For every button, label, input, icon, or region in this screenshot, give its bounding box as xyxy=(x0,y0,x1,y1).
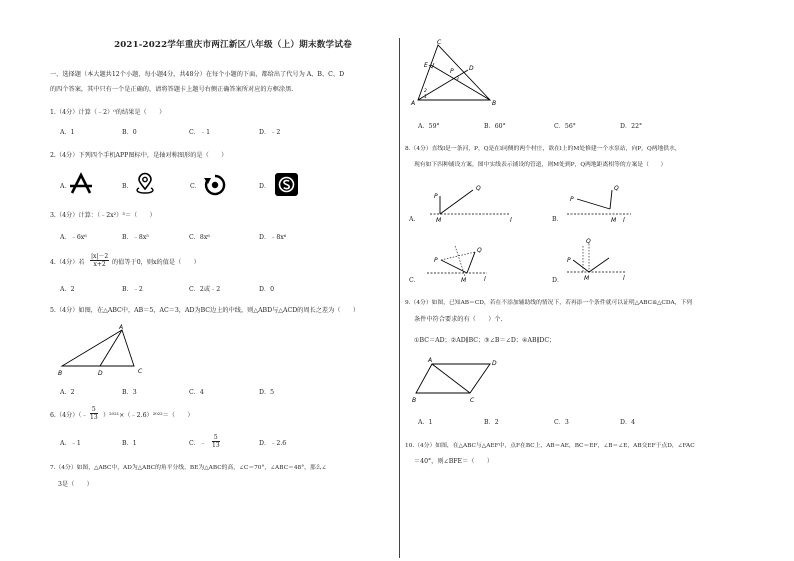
q7-label-b: B xyxy=(492,100,497,107)
q4-option-b[interactable]: B．﹣2 xyxy=(122,286,143,293)
q7-stem-line1: 7.（4分）如图，△ABC中，AD为△ABC的角平分线，BE为△ABC的高，∠C＝70°，∠ABC＝48°，那么∠ xyxy=(50,465,327,471)
q5-option-b[interactable]: B．3 xyxy=(122,389,137,396)
q8-label-d[interactable]: D． xyxy=(552,277,564,284)
q8a-label-q: Q xyxy=(476,185,481,192)
q7-option-b[interactable]: B．60° xyxy=(484,123,506,130)
q7-label-c: C xyxy=(437,39,442,46)
q7-label-angle1: 1 xyxy=(424,95,427,100)
q5-label-b: B xyxy=(58,370,63,377)
q9-label-c: C xyxy=(470,397,475,404)
column-divider xyxy=(399,38,400,558)
q7-triangle-figure xyxy=(410,40,505,110)
q7-label-d: D xyxy=(469,65,474,72)
q8c-label-p: P xyxy=(434,257,438,264)
q2-label-b[interactable]: B． xyxy=(122,183,133,190)
q8-figure-b[interactable] xyxy=(565,182,655,227)
q8b-label-q: Q xyxy=(614,185,619,192)
q6-option-c[interactable]: C．﹣ xyxy=(189,440,207,447)
q7-label-angle2: 2 xyxy=(424,89,427,94)
q5-label-a: A xyxy=(119,324,124,331)
q5-triangle-figure xyxy=(58,325,148,377)
q8b-label-m: M xyxy=(611,217,617,224)
q7-label-a: A xyxy=(411,100,416,107)
q4-stem-a: 4.（4分）若 xyxy=(50,259,85,266)
q5-label-d: D xyxy=(98,370,103,377)
q8-stem-line2: 现有如下四种铺设方案，图中实线表示铺设的管道，则M处到P，Q两地距离相等的方案是（ ） xyxy=(414,162,667,168)
q9-stem-line1: 9.（4分）如图，已知AB＝CD，若在不添加辅助线的情况下，若再添一个条件就可以证明△ABC≌△CDA，下列 xyxy=(405,300,693,306)
q6-option-c-numerator: 5 xyxy=(213,434,218,441)
q8a-label-m: M xyxy=(436,217,442,224)
q8a-label-p: P xyxy=(434,193,438,200)
q8-figure-d[interactable] xyxy=(565,238,655,286)
q8d-label-p: P xyxy=(567,257,571,264)
q1-option-b[interactable]: B．0 xyxy=(122,129,137,136)
q1-option-a[interactable]: A．1 xyxy=(60,129,75,136)
q8a-label-l: l xyxy=(510,217,512,224)
circular-arrow-icon[interactable] xyxy=(204,174,226,196)
q9-option-c[interactable]: C．3 xyxy=(554,419,569,426)
q8b-label-p: P xyxy=(570,196,574,203)
exam-title: 2021-2022学年重庆市两江新区八年级（上）期末数学试卷 xyxy=(114,40,352,50)
q2-label-d[interactable]: D． xyxy=(259,183,271,190)
q6-stem-b: ）²⁰²¹×（﹣2.6）²⁰²²＝（ ） xyxy=(103,412,194,419)
q8-label-c[interactable]: C． xyxy=(409,277,420,284)
q7-stem-line2: 3是（ ） xyxy=(58,481,93,488)
q5-label-c: C xyxy=(138,368,143,375)
q3-stem: 3.（4分）计算：（﹣2x²）³＝（ ） xyxy=(50,212,156,219)
q7-label-p: P xyxy=(450,68,454,75)
q1-option-c[interactable]: C．﹣1 xyxy=(189,129,211,136)
q6-option-a[interactable]: A．﹣1 xyxy=(60,440,81,447)
q10-stem-line1: 10.（4分）如图，在△ABC与△AEF中，点F在BC上，AB＝AE，BC＝EF，∠B＝∠E，AB交EF于点D，∠FAC xyxy=(405,443,695,449)
q6-stem-a: 6.（4分）（﹣ xyxy=(50,412,88,419)
q6-option-c-denominator: 13 xyxy=(212,442,220,449)
q9-stem-line2: 条件中符合要求的有（ ）个. xyxy=(414,316,503,323)
q1-stem: 1.（4分）计算（﹣2）⁰的结果是（ ） xyxy=(50,109,166,116)
section-heading-line1: 一、选择题（本大题共12个小题，每小题4分，共48分）在每个小题的下面，都给出了代号为 A、B、C、D xyxy=(50,71,345,78)
q8d-label-m: M xyxy=(584,275,590,282)
q4-fraction-denominator: x+2 xyxy=(93,261,106,268)
q8-figure-a[interactable] xyxy=(428,182,518,227)
q2-stem: 2.（4分）下列四个手机APP图标中，是轴对称图形的是（ ） xyxy=(50,152,228,159)
q4-stem-b: 的值等于0，则x的值是（ ） xyxy=(112,259,200,266)
q8c-label-q: Q xyxy=(477,247,482,254)
q9-option-a[interactable]: A．1 xyxy=(418,419,433,426)
q3-option-a[interactable]: A．﹣6x⁶ xyxy=(60,234,87,241)
q7-label-e: E xyxy=(424,62,428,69)
q7-label-angle3: 3 xyxy=(456,77,459,82)
q6-option-d[interactable]: D．﹣2.6 xyxy=(259,440,287,447)
q3-option-d[interactable]: D．﹣8x⁶ xyxy=(259,234,287,241)
section-heading-line2: 的四个答案，其中只有一个是正确的，请将答题卡上题号右侧正确答案所对应的方框涂黑. xyxy=(50,86,294,93)
q5-option-c[interactable]: C．4 xyxy=(189,389,204,396)
q2-label-c[interactable]: C． xyxy=(190,183,201,190)
q4-option-a[interactable]: A．2 xyxy=(60,286,75,293)
q4-option-d[interactable]: D．0 xyxy=(259,286,275,293)
q4-fraction xyxy=(90,253,109,268)
q9-label-b: B xyxy=(412,397,417,404)
q4-fraction-numerator: |x|－2 xyxy=(91,253,109,260)
q7-option-a[interactable]: A．59° xyxy=(418,123,440,130)
q2-label-a[interactable]: A． xyxy=(60,183,71,190)
q6-option-c-fraction xyxy=(212,434,220,449)
q8d-label-q: Q xyxy=(586,238,591,245)
q7-option-d[interactable]: D．22° xyxy=(620,123,643,130)
q8-figure-c[interactable] xyxy=(425,238,515,286)
app-a-icon[interactable] xyxy=(70,174,92,194)
q8-label-a[interactable]: A． xyxy=(409,216,420,223)
q8-stem-line1: 8.（4分）直线l是一条河，P，Q是在l同侧的两个村庄，欲在l上的M处修建一个水泵站，向P，Q两地供水， xyxy=(405,146,681,152)
s-logo-icon[interactable] xyxy=(275,173,298,196)
q9-parallelogram-figure xyxy=(410,357,500,405)
q6-fraction-numerator: 5 xyxy=(91,406,96,413)
q9-conditions: ①BC＝AD；②AD∥BC；③∠B＝∠D；④AB∥DC； xyxy=(414,337,556,344)
location-pin-icon[interactable] xyxy=(135,173,155,195)
q5-option-a[interactable]: A．2 xyxy=(60,389,75,396)
q6-option-b[interactable]: B．1 xyxy=(122,440,137,447)
q6-fraction-denominator: 13 xyxy=(90,414,98,421)
q10-stem-line2: ＝40°，则∠BFE＝（ ） xyxy=(414,458,494,465)
q8-label-b[interactable]: B． xyxy=(552,216,563,223)
q8d-label-l: l xyxy=(623,275,625,282)
q3-option-b[interactable]: B．﹣8x⁵ xyxy=(122,234,149,241)
q4-option-c[interactable]: C．2或﹣2 xyxy=(189,286,221,293)
q1-option-d[interactable]: D．﹣2 xyxy=(259,129,281,136)
q8b-label-l: l xyxy=(623,217,625,224)
q8c-label-l: l xyxy=(484,276,486,283)
q6-fraction xyxy=(90,406,98,421)
q9-label-a: A xyxy=(428,357,433,364)
q9-label-d: D xyxy=(492,360,497,367)
q7-option-c[interactable]: C．56° xyxy=(554,123,576,130)
q5-stem: 5.（4分）如图，在△ABC中，AB＝5，AC＝3，AD为BC边上的中线，则△ABD与△ACD的周长之差为（ ） xyxy=(50,307,360,314)
q8c-label-m: M xyxy=(461,277,467,284)
q3-option-c[interactable]: C．8x⁶ xyxy=(189,234,210,241)
q9-option-d[interactable]: D．4 xyxy=(620,419,636,426)
q5-option-d[interactable]: D．5 xyxy=(259,389,275,396)
q9-option-b[interactable]: B．2 xyxy=(484,419,499,426)
